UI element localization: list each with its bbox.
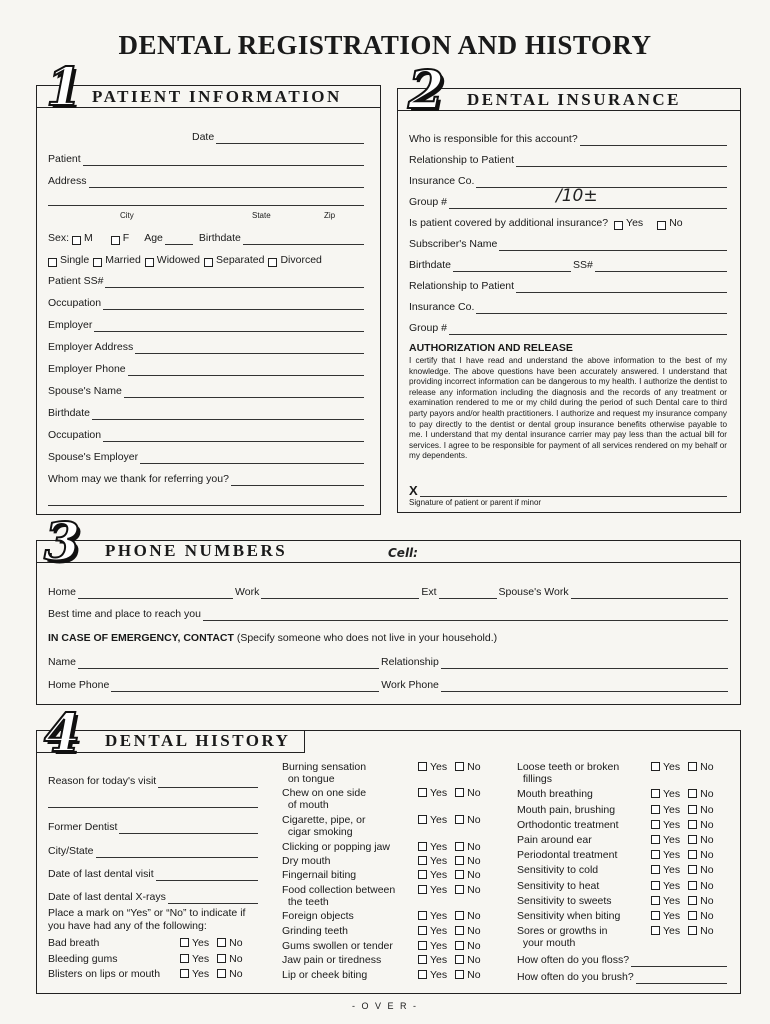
married-label: Married — [105, 254, 141, 266]
reason-line-2[interactable] — [48, 798, 258, 808]
no-checkbox[interactable] — [688, 762, 697, 771]
no-label: No — [467, 925, 481, 937]
no-checkbox[interactable] — [455, 970, 464, 979]
yes-checkbox[interactable] — [651, 850, 660, 859]
no-label: No — [700, 819, 714, 831]
subscriber-ss-label: SS# — [573, 259, 593, 271]
sex-label: Sex: — [48, 232, 70, 244]
yes-label: Yes — [663, 895, 681, 907]
yes-label: Yes — [192, 953, 210, 965]
brush-field[interactable] — [636, 974, 727, 984]
yes-checkbox[interactable] — [651, 762, 660, 771]
phone-numbers-title: PHONE NUMBERS — [105, 541, 288, 560]
no-checkbox[interactable] — [688, 896, 697, 905]
right-yes-no-group — [651, 910, 714, 922]
right-yes-no-group — [651, 819, 714, 831]
no-checkbox[interactable] — [455, 856, 464, 865]
patient-field[interactable] — [83, 156, 364, 166]
document-title: DENTAL REGISTRATION AND HISTORY — [118, 30, 652, 60]
additional-no-checkbox[interactable] — [657, 221, 666, 230]
married-checkbox[interactable] — [93, 258, 102, 267]
no-label: No — [467, 841, 481, 853]
group-handwritten-value: /10± — [556, 186, 598, 206]
no-checkbox[interactable] — [688, 789, 697, 798]
spouse-work-label: Spouse's Work — [498, 586, 569, 598]
right-yes-no-group — [651, 880, 714, 892]
signature-x: X — [409, 483, 418, 498]
ext-field[interactable] — [439, 589, 497, 599]
authorization-text: I certify that I have read and understand the above information to the best of my knowledge. The above questions have been accurately answered. I understand that providing incorrect information can be dangerous to my health. I authorize the dentist to release any information including the diagnosis and the records of any treatment or examination rendered to me or my child during the period of such Dental care to third party payors and/or health practitioners. I authorize and request my insurance company to pay directly to the dentist or dental group insurance benefits otherwise payable to me. I understand that my dental insurance carrier may pay less than the actual bill for services. I agree to be responsible for payment of all services rendered on my behalf or my dependents. — [409, 356, 727, 461]
right-yes-no-group — [651, 925, 714, 937]
single-label: Single — [60, 254, 90, 266]
yes-checkbox[interactable] — [418, 941, 427, 950]
right-yes-no-group — [651, 864, 714, 876]
spouse-work-field[interactable] — [571, 589, 728, 599]
no-label: No — [467, 787, 481, 799]
former-dentist-field[interactable] — [119, 824, 258, 834]
yes-checkbox[interactable] — [418, 762, 427, 771]
yes-label: Yes — [663, 849, 681, 861]
no-checkbox[interactable] — [217, 969, 226, 978]
date-field[interactable] — [216, 134, 364, 144]
no-label: No — [467, 940, 481, 952]
separated-checkbox[interactable] — [204, 258, 213, 267]
dental-insurance-title: DENTAL INSURANCE — [467, 90, 681, 109]
subscriber-birthdate-field[interactable] — [453, 262, 571, 272]
sex-f-label: F — [122, 232, 130, 244]
no-checkbox[interactable] — [455, 762, 464, 771]
age-label: Age — [144, 232, 163, 244]
occupation-field[interactable] — [103, 300, 364, 310]
address-line-2[interactable] — [48, 196, 364, 206]
no-checkbox[interactable] — [688, 835, 697, 844]
yes-label: Yes — [430, 910, 448, 922]
no-checkbox[interactable] — [455, 870, 464, 879]
no-checkbox[interactable] — [688, 865, 697, 874]
mid-yes-no-group — [418, 884, 481, 896]
emergency-name-label: Name — [48, 656, 77, 668]
no-label: No — [229, 968, 243, 980]
no-checkbox[interactable] — [455, 941, 464, 950]
yes-label: Yes — [430, 814, 448, 826]
yes-label: Yes — [430, 841, 448, 853]
spouse-name-field[interactable] — [124, 388, 364, 398]
yes-label: Yes — [663, 834, 681, 846]
no-label: No — [467, 761, 481, 773]
divorced-label: Divorced — [280, 254, 322, 266]
relationship-field[interactable] — [516, 157, 727, 167]
no-checkbox[interactable] — [455, 815, 464, 824]
spouse-occupation-field[interactable] — [103, 432, 364, 442]
right-condition-label: Mouth pain, brushing — [517, 804, 616, 816]
no-checkbox[interactable] — [217, 954, 226, 963]
yes-label: Yes — [430, 884, 448, 896]
spouse-name-label: Spouse's Name — [48, 385, 122, 397]
emergency-relationship-field[interactable] — [441, 659, 728, 669]
mid-condition-label: Gums swollen or tender — [282, 940, 393, 952]
mid-yes-no-group — [418, 954, 481, 966]
insurance-co2-label: Insurance Co. — [409, 301, 475, 313]
no-checkbox[interactable] — [688, 805, 697, 814]
yes-checkbox[interactable] — [418, 788, 427, 797]
yes-checkbox[interactable] — [418, 911, 427, 920]
no-label: No — [467, 910, 481, 922]
work-label: Work — [235, 586, 260, 598]
work-field[interactable] — [261, 589, 419, 599]
yes-label: Yes — [192, 937, 210, 949]
spouse-employer-label: Spouse's Employer — [48, 451, 139, 463]
yes-label: Yes — [430, 940, 448, 952]
mid-condition-label: Fingernail biting — [282, 869, 357, 881]
yes-label: Yes — [430, 855, 448, 867]
divorced-checkbox[interactable] — [268, 258, 277, 267]
no-checkbox[interactable] — [455, 955, 464, 964]
yes-checkbox[interactable] — [418, 970, 427, 979]
yes-checkbox[interactable] — [180, 969, 189, 978]
emergency-home-phone-field[interactable] — [111, 682, 379, 692]
sex-m-checkbox[interactable] — [72, 236, 81, 245]
referring-label: Whom may we thank for referring you? — [48, 473, 229, 485]
employer-address-field[interactable] — [135, 344, 364, 354]
insurance-co-field[interactable] — [476, 178, 727, 188]
mid-condition-label: Dry mouth — [282, 855, 331, 867]
mid-yes-no-group — [418, 940, 481, 952]
yes-label: Yes — [663, 880, 681, 892]
last-xray-field[interactable] — [168, 894, 258, 904]
left-yes-no-group — [180, 937, 243, 949]
emergency-name-field[interactable] — [78, 659, 379, 669]
right-yes-no-group — [651, 761, 714, 773]
address-field[interactable] — [89, 178, 364, 188]
employer-label: Employer — [48, 319, 93, 331]
widowed-label: Widowed — [156, 254, 200, 266]
emergency-home-phone-label: Home Phone — [48, 679, 110, 691]
mid-yes-no-group — [418, 855, 481, 867]
birthdate-label: Birthdate — [198, 232, 241, 244]
subscriber-field[interactable] — [499, 241, 727, 251]
relationship2-label: Relationship to Patient — [409, 280, 515, 292]
mid-yes-no-group — [418, 869, 481, 881]
group-label: Group # — [409, 196, 447, 208]
no-checkbox[interactable] — [217, 938, 226, 947]
birthdate-field[interactable] — [243, 235, 364, 245]
right-condition-label: Pain around ear — [517, 834, 592, 846]
ext-label: Ext — [421, 586, 437, 598]
patient-ss-field[interactable] — [105, 278, 364, 288]
yes-label: Yes — [663, 804, 681, 816]
no-checkbox[interactable] — [688, 911, 697, 920]
yes-label: Yes — [430, 954, 448, 966]
widowed-checkbox[interactable] — [145, 258, 154, 267]
right-yes-no-group — [651, 895, 714, 907]
left-condition-label: Blisters on lips or mouth — [48, 968, 161, 980]
floss-label: How often do you floss? — [517, 954, 630, 966]
emergency-work-phone-label: Work Phone — [381, 679, 439, 691]
left-condition-label: Bleeding gums — [48, 953, 118, 965]
yes-checkbox[interactable] — [651, 896, 660, 905]
right-condition-label: Periodontal treatment — [517, 849, 618, 861]
brush-label: How often do you brush? — [517, 971, 634, 983]
right-yes-no-group — [651, 834, 714, 846]
patient-information-title: PATIENT INFORMATION — [92, 87, 342, 106]
section-number-4: 4 — [44, 703, 81, 764]
no-label: No — [229, 953, 243, 965]
reason-label: Reason for today's visit — [48, 775, 157, 787]
yes-checkbox[interactable] — [651, 835, 660, 844]
mid-condition-label: Foreign objects — [282, 910, 354, 922]
emergency-label: IN CASE OF EMERGENCY, CONTACT — [48, 632, 234, 644]
insurance-co-label: Insurance Co. — [409, 175, 475, 187]
no-label: No — [700, 804, 714, 816]
yes-checkbox[interactable] — [651, 926, 660, 935]
yes-label: Yes — [192, 968, 210, 980]
mid-yes-no-group — [418, 969, 481, 981]
address-label: Address — [48, 175, 87, 187]
additional-yes-checkbox[interactable] — [614, 221, 623, 230]
mid-condition-label: Clicking or popping jaw — [282, 841, 390, 853]
occupation-label: Occupation — [48, 297, 102, 309]
yes-checkbox[interactable] — [418, 885, 427, 894]
yes-checkbox[interactable] — [418, 856, 427, 865]
mid-condition-label: Grinding teeth — [282, 925, 348, 937]
no-label: No — [700, 788, 714, 800]
mid-yes-no-group — [418, 814, 481, 826]
referring-line-2[interactable] — [48, 496, 364, 506]
yes-label: Yes — [663, 761, 681, 773]
mid-condition-label: Jaw pain or tiredness — [282, 954, 382, 966]
yes-label: Yes — [430, 969, 448, 981]
yes-checkbox[interactable] — [651, 865, 660, 874]
no-label: No — [467, 969, 481, 981]
last-xray-label: Date of last dental X-rays — [48, 891, 166, 903]
yes-checkbox[interactable] — [651, 820, 660, 829]
no-label: No — [467, 869, 481, 881]
spouse-birthdate-label: Birthdate — [48, 407, 91, 419]
right-condition-label: Orthodontic treatment — [517, 819, 619, 831]
sex-m-label: M — [84, 232, 93, 244]
best-time-field[interactable] — [203, 611, 728, 621]
yes-checkbox[interactable] — [651, 881, 660, 890]
section-number-1: 1 — [46, 57, 83, 118]
mid-yes-no-group — [418, 761, 481, 773]
yes-checkbox[interactable] — [418, 842, 427, 851]
section-number-2: 2 — [408, 60, 445, 121]
city-caption: City — [120, 211, 134, 220]
yes-label: Yes — [430, 761, 448, 773]
mid-yes-no-group — [418, 841, 481, 853]
patient-label: Patient — [48, 153, 81, 165]
single-checkbox[interactable] — [48, 258, 57, 267]
date-label: Date — [192, 131, 215, 143]
emergency-note: (Specify someone who does not live in your household.) — [233, 632, 498, 644]
zip-caption: Zip — [324, 211, 336, 220]
yes-checkbox[interactable] — [418, 926, 427, 935]
right-condition-label: Loose teeth or broken fillings — [517, 761, 620, 785]
former-dentist-label: Former Dentist — [48, 821, 118, 833]
employer-address-label: Employer Address — [48, 341, 134, 353]
insurance-co2-field[interactable] — [476, 304, 727, 314]
right-condition-label: Sores or growths in your mouth — [517, 925, 608, 949]
cell-handwritten: Cell: — [388, 546, 418, 560]
no-label: No — [700, 910, 714, 922]
yes-checkbox[interactable] — [651, 805, 660, 814]
no-checkbox[interactable] — [688, 820, 697, 829]
city-state-field[interactable] — [96, 848, 258, 858]
right-yes-no-group — [651, 849, 714, 861]
instructions-text: Place a mark on “Yes” or “No” to indicate if you have had any of the following: — [48, 907, 246, 932]
no-checkbox[interactable] — [455, 885, 464, 894]
no-label: No — [700, 834, 714, 846]
age-field[interactable] — [165, 235, 193, 245]
yes-checkbox[interactable] — [418, 870, 427, 879]
no-label: No — [700, 761, 714, 773]
yes-label: Yes — [430, 925, 448, 937]
no-label: No — [700, 864, 714, 876]
right-condition-label: Sensitivity to sweets — [517, 895, 612, 907]
yes-label: Yes — [430, 869, 448, 881]
yes-checkbox[interactable] — [418, 955, 427, 964]
group2-label: Group # — [409, 322, 447, 334]
signature-caption: Signature of patient or parent if minor — [409, 498, 542, 507]
no-label: No — [700, 895, 714, 907]
relationship-label: Relationship to Patient — [409, 154, 515, 166]
yes-checkbox[interactable] — [651, 789, 660, 798]
best-time-label: Best time and place to reach you — [48, 608, 201, 620]
additional-no-label: No — [669, 217, 683, 229]
additional-insurance-label: Is patient covered by additional insurance? — [409, 217, 609, 229]
home-field[interactable] — [78, 589, 233, 599]
last-visit-label: Date of last dental visit — [48, 868, 154, 880]
employer-phone-field[interactable] — [128, 366, 364, 376]
over-footer: - O V E R - — [351, 1001, 418, 1011]
sex-f-checkbox[interactable] — [111, 236, 120, 245]
right-yes-no-group — [651, 804, 714, 816]
right-condition-label: Sensitivity when biting — [517, 910, 621, 922]
emergency-work-phone-field[interactable] — [441, 682, 728, 692]
right-condition-label: Sensitivity to heat — [517, 880, 600, 892]
no-checkbox[interactable] — [455, 926, 464, 935]
spouse-occupation-label: Occupation — [48, 429, 102, 441]
no-checkbox[interactable] — [455, 842, 464, 851]
mid-condition-label: Lip or cheek biting — [282, 969, 368, 981]
yes-label: Yes — [663, 910, 681, 922]
additional-yes-label: Yes — [626, 217, 644, 229]
left-yes-no-group — [180, 953, 243, 965]
mid-yes-no-group — [418, 910, 481, 922]
state-caption: State — [252, 211, 271, 220]
section-number-3: 3 — [44, 512, 81, 573]
mid-condition-label: Burning sensation on tongue — [282, 761, 367, 785]
home-label: Home — [48, 586, 77, 598]
last-visit-field[interactable] — [156, 871, 258, 881]
dental-history-title: DENTAL HISTORY — [105, 731, 291, 750]
employer-field[interactable] — [94, 322, 364, 332]
yes-label: Yes — [663, 819, 681, 831]
employer-phone-label: Employer Phone — [48, 363, 126, 375]
spouse-birthdate-field[interactable] — [92, 410, 364, 420]
no-checkbox[interactable] — [688, 926, 697, 935]
yes-label: Yes — [430, 787, 448, 799]
mid-condition-label: Chew on one side of mouth — [282, 787, 367, 811]
subscriber-label: Subscriber's Name — [409, 238, 498, 250]
yes-label: Yes — [663, 925, 681, 937]
yes-checkbox[interactable] — [180, 938, 189, 947]
responsible-label: Who is responsible for this account? — [409, 133, 578, 145]
no-label: No — [467, 814, 481, 826]
right-condition-label: Sensitivity to cold — [517, 864, 599, 876]
no-label: No — [229, 937, 243, 949]
mid-condition-label: Food collection between the teeth — [282, 884, 396, 908]
mid-yes-no-group — [418, 787, 481, 799]
no-label: No — [700, 925, 714, 937]
signature-field[interactable] — [420, 487, 727, 497]
no-checkbox[interactable] — [455, 911, 464, 920]
spouse-employer-field[interactable] — [140, 454, 364, 464]
left-yes-no-group — [180, 968, 243, 980]
authorization-title: AUTHORIZATION AND RELEASE — [409, 342, 573, 354]
yes-checkbox[interactable] — [180, 954, 189, 963]
yes-label: Yes — [663, 864, 681, 876]
yes-checkbox[interactable] — [651, 911, 660, 920]
subscriber-birthdate-label: Birthdate — [409, 259, 452, 271]
yes-label: Yes — [663, 788, 681, 800]
separated-label: Separated — [215, 254, 265, 266]
no-checkbox[interactable] — [688, 881, 697, 890]
responsible-field[interactable] — [580, 136, 727, 146]
emergency-relationship-label: Relationship — [381, 656, 439, 668]
group2-field[interactable] — [449, 325, 727, 335]
patient-ss-label: Patient SS# — [48, 275, 104, 287]
city-state-label: City/State — [48, 845, 94, 857]
right-condition-label: Mouth breathing — [517, 788, 593, 800]
right-yes-no-group — [651, 788, 714, 800]
yes-checkbox[interactable] — [418, 815, 427, 824]
mid-yes-no-group — [418, 925, 481, 937]
reason-field[interactable] — [158, 778, 258, 788]
no-checkbox[interactable] — [455, 788, 464, 797]
no-label: No — [700, 849, 714, 861]
no-label: No — [467, 884, 481, 896]
left-condition-label: Bad breath — [48, 937, 100, 949]
no-label: No — [467, 855, 481, 867]
no-checkbox[interactable] — [688, 850, 697, 859]
no-label: No — [700, 880, 714, 892]
no-label: No — [467, 954, 481, 966]
subscriber-ss-field[interactable] — [595, 262, 727, 272]
referring-field[interactable] — [231, 476, 364, 486]
floss-field[interactable] — [631, 957, 727, 967]
mid-condition-label: Cigarette, pipe, or cigar smoking — [282, 814, 366, 838]
relationship2-field[interactable] — [516, 283, 727, 293]
